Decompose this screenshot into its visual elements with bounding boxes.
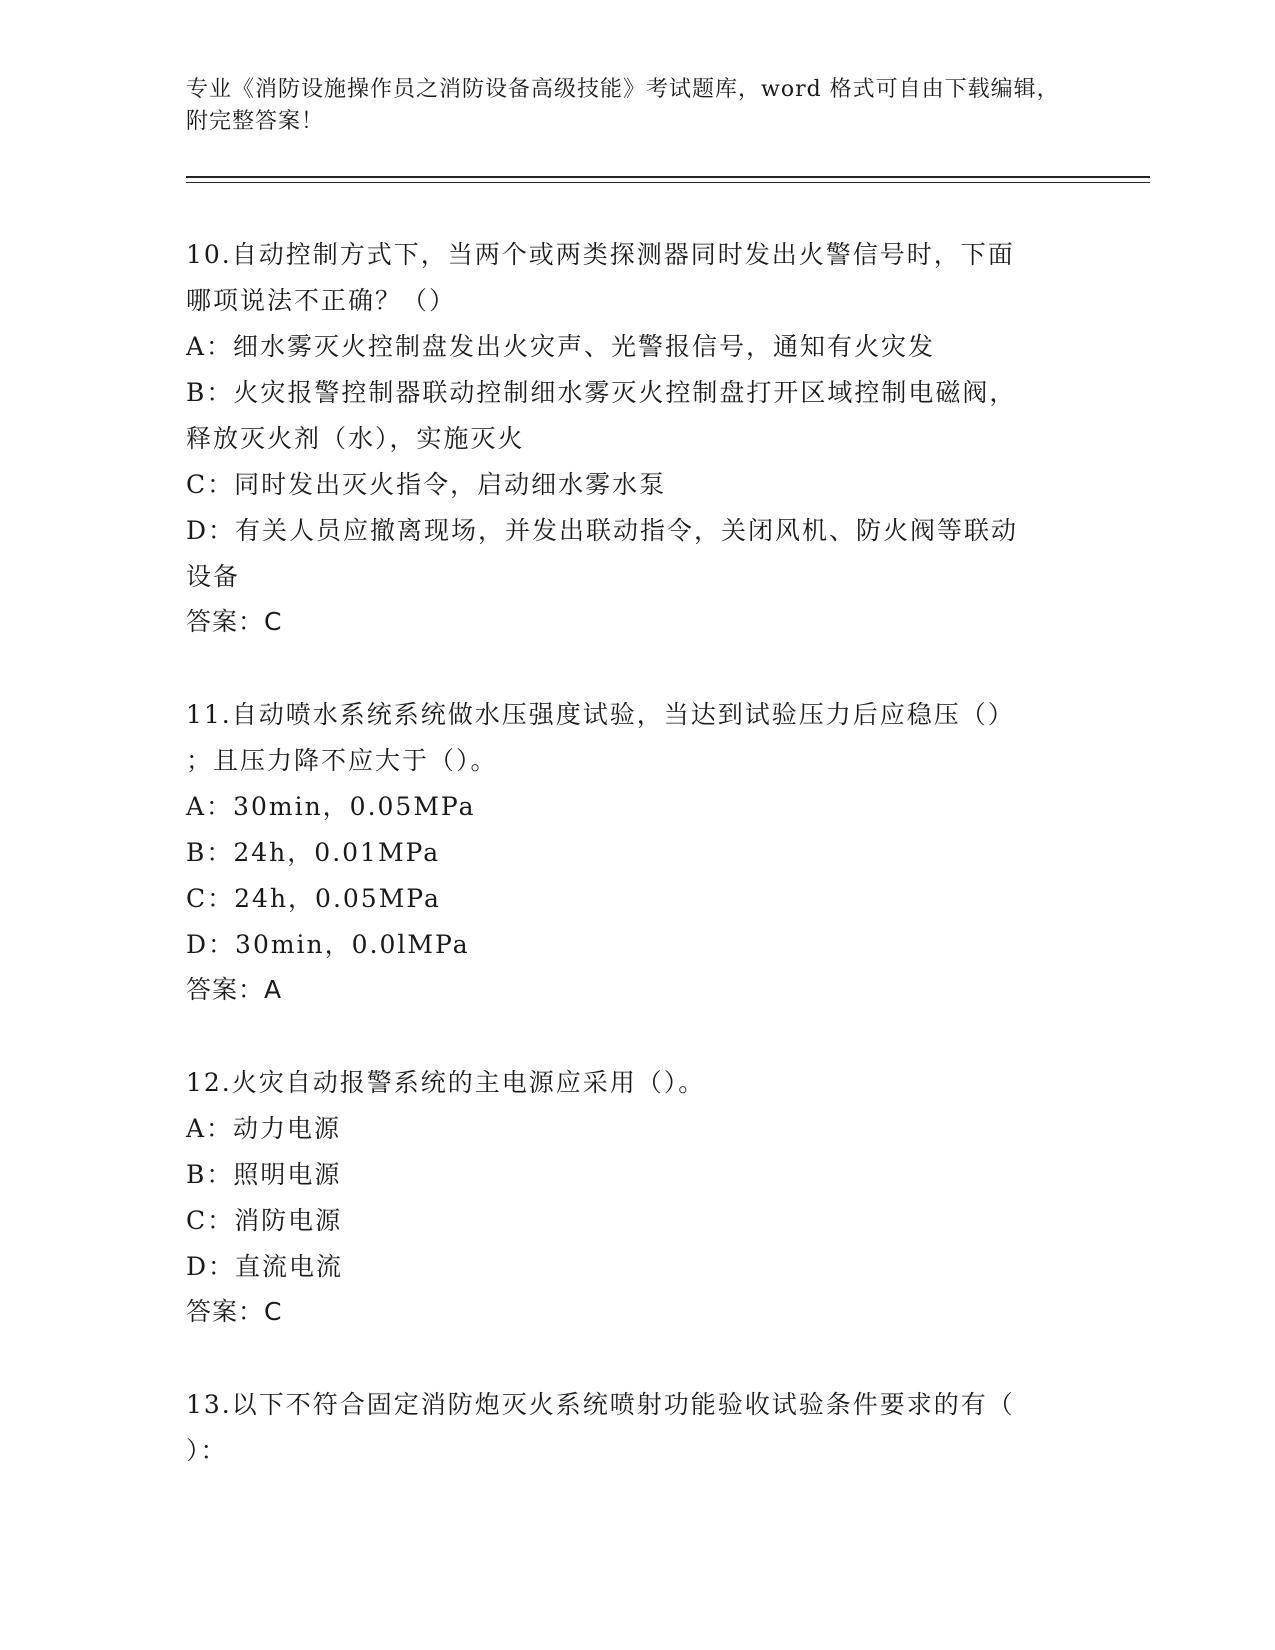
option-a: A：动力电源	[186, 1114, 342, 1143]
question-stem-line: 10.自动控制方式下，当两个或两类探测器同时发出火警信号时，下面	[186, 240, 1015, 269]
question-stem-line: ；且压力降不应大于（）。	[186, 746, 498, 775]
question-stem-line: ）：	[186, 1436, 228, 1465]
question-list	[186, 232, 1066, 1522]
option-c: C：24h，0.05MPa	[186, 884, 441, 913]
question-stem-line: 13.以下不符合固定消防炮灭火系统喷射功能验收试验条件要求的有（	[186, 1390, 1015, 1419]
option-a: A：细水雾灭火控制盘发出火灾声、光警报信号，通知有火灾发	[186, 332, 936, 361]
option-c: C：消防电源	[186, 1206, 343, 1235]
option-a: A：30min，0.05MPa	[186, 792, 476, 821]
question-10	[186, 232, 1066, 644]
option-b: B：24h，0.01MPa	[186, 838, 441, 867]
document-header: 专业《消防设施操作员之消防设备高级技能》考试题库，word 格式可自由下载编辑，附完整答案！	[186, 77, 1060, 134]
option-b: B：火灾报警控制器联动控制细水雾灭火控制盘打开区域控制电磁阀，	[186, 378, 1017, 407]
question-13	[186, 1382, 1066, 1474]
answer-label: 答案：A	[186, 975, 283, 1004]
question-stem-line: 11.自动喷水系统系统做水压强度试验，当达到试验压力后应稳压（）	[186, 700, 1015, 729]
question-stem-line: 哪项说法不正确？（）	[186, 286, 457, 315]
option-d: D：30min，0.0lMPa	[186, 930, 470, 959]
question-12	[186, 1060, 1066, 1334]
header-divider-thick	[186, 176, 1150, 178]
option-b: B：照明电源	[186, 1160, 342, 1189]
answer-label: 答案：C	[186, 607, 283, 636]
header-divider-thin	[186, 182, 1150, 183]
option-d-continued: 设备	[186, 562, 241, 591]
option-d: D：直流电流	[186, 1252, 344, 1281]
question-11	[186, 692, 1066, 1012]
option-b-continued: 释放灭火剂（水），实施灭火	[186, 424, 525, 453]
answer-label: 答案：C	[186, 1297, 283, 1326]
question-stem-line: 12.火灾自动报警系统的主电源应采用（）。	[186, 1068, 706, 1097]
option-c: C：同时发出灭火指令，启动细水雾水泵	[186, 470, 667, 499]
option-d: D：有关人员应撤离现场，并发出联动指令，关闭风机、防火阀等联动	[186, 516, 1019, 545]
